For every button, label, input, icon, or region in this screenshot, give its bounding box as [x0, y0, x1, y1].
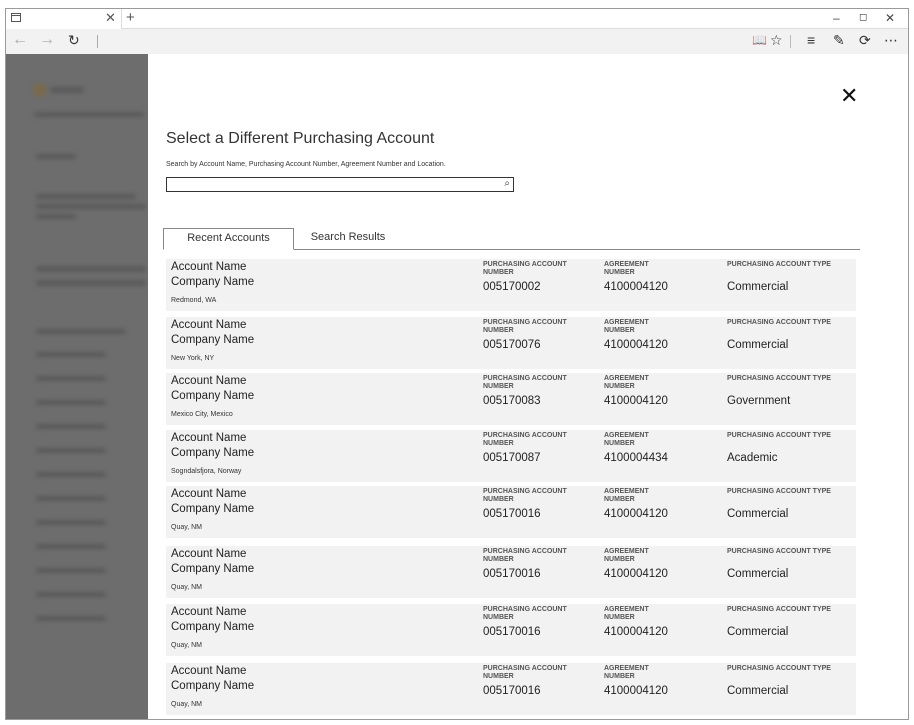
purchasing-account-type-label: PURCHASING ACCOUNT TYPE	[727, 488, 831, 495]
search-box[interactable]	[166, 177, 514, 192]
hub-icon[interactable]: ≡	[807, 32, 816, 48]
more-icon[interactable]: ⋯	[884, 32, 898, 48]
background-text	[36, 214, 76, 219]
purchasing-account-number: 005170016	[483, 685, 541, 697]
agreement-number-label: AGREEMENT NUMBER	[604, 375, 649, 390]
purchasing-account-type: Commercial	[727, 339, 789, 351]
agreement-number: 4100004120	[604, 281, 668, 293]
background-text	[36, 568, 106, 573]
company-name: Company Name	[171, 680, 255, 692]
tab-search-results[interactable]: Search Results	[310, 231, 386, 243]
company-name: Company Name	[171, 447, 255, 459]
select-account-dialog	[148, 54, 908, 720]
purchasing-account-number-label: PURCHASING ACCOUNT NUMBER	[483, 375, 567, 390]
tab-recent-accounts[interactable]: Recent Accounts	[163, 228, 294, 250]
company-name: Company Name	[171, 390, 255, 402]
purchasing-account-number-label: PURCHASING ACCOUNT NUMBER	[483, 548, 567, 563]
agreement-number: 4100004434	[604, 452, 668, 464]
minimize-button[interactable]: –	[833, 11, 840, 25]
purchasing-account-type-label: PURCHASING ACCOUNT TYPE	[727, 606, 831, 613]
refresh-icon[interactable]: ↻	[68, 32, 80, 48]
account-name: Account Name	[171, 261, 247, 273]
purchasing-account-number: 005170076	[483, 339, 541, 351]
background-text	[36, 616, 106, 621]
purchasing-account-number: 005170083	[483, 395, 541, 407]
background-text	[36, 592, 106, 597]
background-text	[36, 352, 106, 357]
page-icon	[11, 13, 21, 22]
background-text	[36, 520, 106, 525]
browser-window	[5, 8, 909, 720]
agreement-number: 4100004120	[604, 626, 668, 638]
restore-button[interactable]: ◻	[859, 12, 868, 23]
account-location: Quay, NM	[171, 584, 202, 591]
toolbar-divider	[790, 35, 791, 48]
navigation-bar	[6, 29, 908, 54]
purchasing-account-number-label: PURCHASING ACCOUNT NUMBER	[483, 606, 567, 621]
account-row[interactable]	[166, 317, 856, 369]
account-location: Quay, NM	[171, 701, 202, 708]
account-location: New York, NY	[171, 355, 215, 362]
account-row[interactable]	[166, 486, 856, 538]
agreement-number: 4100004120	[604, 508, 668, 520]
new-tab-button[interactable]: +	[126, 9, 135, 26]
purchasing-account-number: 005170002	[483, 281, 541, 293]
address-divider	[97, 35, 98, 48]
company-name: Company Name	[171, 334, 255, 346]
purchasing-account-number-label: PURCHASING ACCOUNT NUMBER	[483, 319, 567, 334]
account-row[interactable]	[166, 546, 856, 598]
tab-close-icon[interactable]: ✕	[105, 10, 116, 25]
purchasing-account-type-label: PURCHASING ACCOUNT TYPE	[727, 375, 831, 382]
account-row[interactable]	[166, 604, 856, 656]
account-name: Account Name	[171, 606, 247, 618]
agreement-number-label: AGREEMENT NUMBER	[604, 319, 649, 334]
background-text	[36, 496, 106, 501]
account-row[interactable]	[166, 259, 856, 311]
purchasing-account-number: 005170016	[483, 626, 541, 638]
background-text	[34, 112, 144, 117]
background-text	[36, 280, 146, 286]
background-text	[36, 424, 106, 429]
background-text	[36, 448, 106, 453]
account-location: Redmond, WA	[171, 297, 217, 304]
background-text	[36, 266, 146, 272]
agreement-number-label: AGREEMENT NUMBER	[604, 606, 649, 621]
browser-tab[interactable]	[6, 9, 122, 29]
purchasing-account-number-label: PURCHASING ACCOUNT NUMBER	[483, 432, 567, 447]
account-location: Quay, NM	[171, 642, 202, 649]
close-window-button[interactable]: ✕	[885, 11, 896, 25]
share-icon[interactable]: ⟳	[859, 32, 871, 48]
background-page-overlay	[6, 54, 148, 720]
purchasing-account-type-label: PURCHASING ACCOUNT TYPE	[727, 319, 831, 326]
account-location: Quay, NM	[171, 524, 202, 531]
account-location: Sogndalsfjora, Norway	[171, 468, 242, 475]
background-text	[50, 87, 84, 93]
background-text	[36, 154, 76, 159]
company-name: Company Name	[171, 503, 255, 515]
background-text	[36, 472, 106, 477]
agreement-number: 4100004120	[604, 395, 668, 407]
dialog-title: Select a Different Purchasing Account	[166, 130, 435, 147]
search-icon[interactable]: ⌕	[504, 178, 510, 189]
purchasing-account-number: 005170087	[483, 452, 541, 464]
agreement-number-label: AGREEMENT NUMBER	[604, 665, 649, 680]
background-text	[36, 544, 106, 549]
agreement-number-label: AGREEMENT NUMBER	[604, 548, 649, 563]
web-note-icon[interactable]: ✎	[833, 32, 845, 48]
account-row[interactable]	[166, 373, 856, 425]
company-name: Company Name	[171, 621, 255, 633]
forward-icon[interactable]: →	[39, 31, 55, 48]
background-logo	[34, 84, 46, 96]
account-location: Mexico City, Mexico	[171, 411, 233, 418]
agreement-number: 4100004120	[604, 685, 668, 697]
account-name: Account Name	[171, 488, 247, 500]
search-hint: Search by Account Name, Purchasing Account Number, Agreement Number and Location.	[166, 161, 446, 168]
close-dialog-icon[interactable]: ✕	[840, 83, 859, 108]
account-name: Account Name	[171, 432, 247, 444]
purchasing-account-type: Commercial	[727, 568, 789, 580]
agreement-number: 4100004120	[604, 339, 668, 351]
agreement-number-label: AGREEMENT NUMBER	[604, 261, 649, 276]
agreement-number: 4100004120	[604, 568, 668, 580]
purchasing-account-type: Commercial	[727, 281, 789, 293]
purchasing-account-type: Commercial	[727, 685, 789, 697]
title-bar	[6, 9, 908, 29]
reading-view-icon[interactable]: 📖	[752, 33, 767, 47]
back-icon[interactable]: ←	[12, 31, 28, 48]
account-name: Account Name	[171, 375, 247, 387]
account-name: Account Name	[171, 665, 247, 677]
search-input[interactable]	[169, 179, 489, 190]
purchasing-account-type-label: PURCHASING ACCOUNT TYPE	[727, 432, 831, 439]
background-text	[36, 329, 126, 334]
purchasing-account-type-label: PURCHASING ACCOUNT TYPE	[727, 261, 831, 268]
account-name: Account Name	[171, 548, 247, 560]
background-text	[36, 194, 136, 199]
company-name: Company Name	[171, 563, 255, 575]
purchasing-account-type: Commercial	[727, 626, 789, 638]
background-text	[36, 400, 106, 405]
purchasing-account-type-label: PURCHASING ACCOUNT TYPE	[727, 665, 831, 672]
purchasing-account-type: Government	[727, 395, 791, 407]
purchasing-account-number-label: PURCHASING ACCOUNT NUMBER	[483, 488, 567, 503]
agreement-number-label: AGREEMENT NUMBER	[604, 488, 649, 503]
account-tabs	[163, 228, 860, 250]
account-row[interactable]	[166, 430, 856, 482]
purchasing-account-number: 005170016	[483, 508, 541, 520]
purchasing-account-number-label: PURCHASING ACCOUNT NUMBER	[483, 261, 567, 276]
favorite-star-icon[interactable]: ☆	[770, 32, 783, 48]
purchasing-account-number: 005170016	[483, 568, 541, 580]
purchasing-account-type: Commercial	[727, 508, 789, 520]
account-row[interactable]	[166, 663, 856, 715]
agreement-number-label: AGREEMENT NUMBER	[604, 432, 649, 447]
purchasing-account-type-label: PURCHASING ACCOUNT TYPE	[727, 548, 831, 555]
account-name: Account Name	[171, 319, 247, 331]
background-text	[36, 204, 146, 209]
purchasing-account-number-label: PURCHASING ACCOUNT NUMBER	[483, 665, 567, 680]
company-name: Company Name	[171, 276, 255, 288]
purchasing-account-type: Academic	[727, 452, 778, 464]
background-text	[36, 376, 106, 381]
